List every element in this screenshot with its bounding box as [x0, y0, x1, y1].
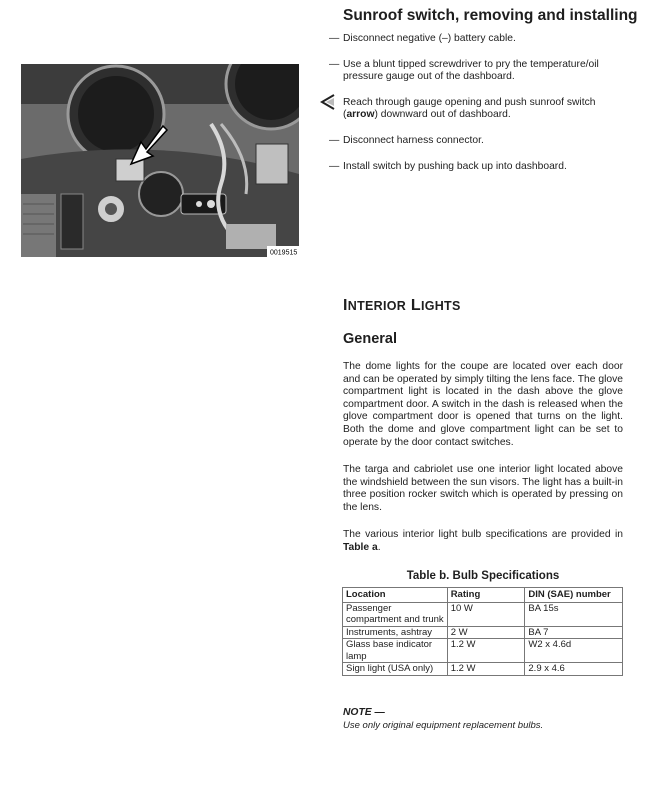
paragraph-dome-lights: The dome lights for the coupe are located over each door and can be operated by simply tilting the lens face. The glove compartment light is located in the dash above the glove compartment door. A switch in the dash is released when the glove compartment door is opened that turns on the light. Both the dome and glove compartment light can be set to operate by the door contact switches.: [343, 361, 623, 448]
table-row: [343, 626, 623, 639]
table-caption: Table b. Bulb Specifications: [406, 570, 560, 582]
note-heading: NOTE —: [343, 707, 385, 718]
interior-lights-title: INTERIOR LIGHTS: [343, 297, 461, 314]
cell-location: Instruments, ashtray: [343, 626, 448, 639]
paragraph-targa: The targa and cabriolet use one interior light located above the windshield between the sun visors. The light has a built-in three position rocker switch which is operated by pressing on the lens.: [343, 464, 623, 513]
col-rating: Rating: [447, 588, 525, 603]
step-text: Reach through gauge opening and push sunroof switch (: [343, 96, 596, 121]
step-dash: —: [329, 33, 340, 44]
col-location: Location: [343, 588, 448, 603]
step-bold: arrow: [346, 109, 375, 121]
table-ref-link: Table a: [343, 541, 378, 553]
step-1: [329, 33, 629, 46]
step-text: Use a blunt tipped screwdriver to pry the temperature/oil pressure gauge out of the dashboard.: [343, 58, 599, 83]
table-header-row: [343, 588, 623, 603]
step-text-end: ) downward out of dashboard.: [374, 109, 511, 121]
cell-din: BA 15s: [525, 602, 623, 626]
cell-location: Glass base indicator lamp: [343, 639, 448, 663]
figure-id: 0019515: [270, 249, 298, 257]
sunroof-title: Sunroof switch, removing and installing: [343, 7, 638, 24]
step-4: [329, 135, 629, 148]
cell-location: Sign light (USA only): [343, 663, 448, 676]
cell-din: W2 x 4.6d: [525, 639, 623, 663]
step-5: [329, 161, 629, 174]
step-dash: —: [329, 160, 340, 172]
table-row: [343, 639, 623, 663]
cell-rating: 2 W: [447, 626, 525, 639]
step-dash: —: [329, 58, 340, 70]
step-text: Disconnect harness connector.: [343, 134, 484, 146]
cell-rating: 10 W: [447, 602, 525, 626]
cell-location: Passenger compartment and trunk: [343, 602, 448, 626]
paragraph-spec-ref: The various interior light bulb specifications are provided in Table a.: [343, 529, 623, 553]
bulb-spec-table: [342, 587, 623, 676]
table-row: [343, 602, 623, 626]
pointer-arrow-icon: [320, 93, 336, 116]
step-2: [329, 59, 629, 84]
sunroof-steps: [329, 33, 629, 186]
step-3: [329, 97, 629, 122]
col-din: DIN (SAE) number: [525, 588, 623, 603]
cell-din: 2.9 x 4.6: [525, 663, 623, 676]
cell-din: BA 7: [525, 626, 623, 639]
step-text: Disconnect negative (–) battery cable.: [343, 33, 516, 44]
cell-rating: 1.2 W: [447, 663, 525, 676]
cell-rating: 1.2 W: [447, 639, 525, 663]
table-row: [343, 663, 623, 676]
step-text: Install switch by pushing back up into dashboard.: [343, 160, 567, 172]
dashboard-illustration: [21, 64, 299, 257]
step-dash: —: [329, 134, 340, 146]
general-subtitle: General: [343, 331, 397, 347]
note-text: Use only original equipment replacement bulbs.: [343, 720, 544, 731]
dashboard-photo: [21, 64, 299, 257]
